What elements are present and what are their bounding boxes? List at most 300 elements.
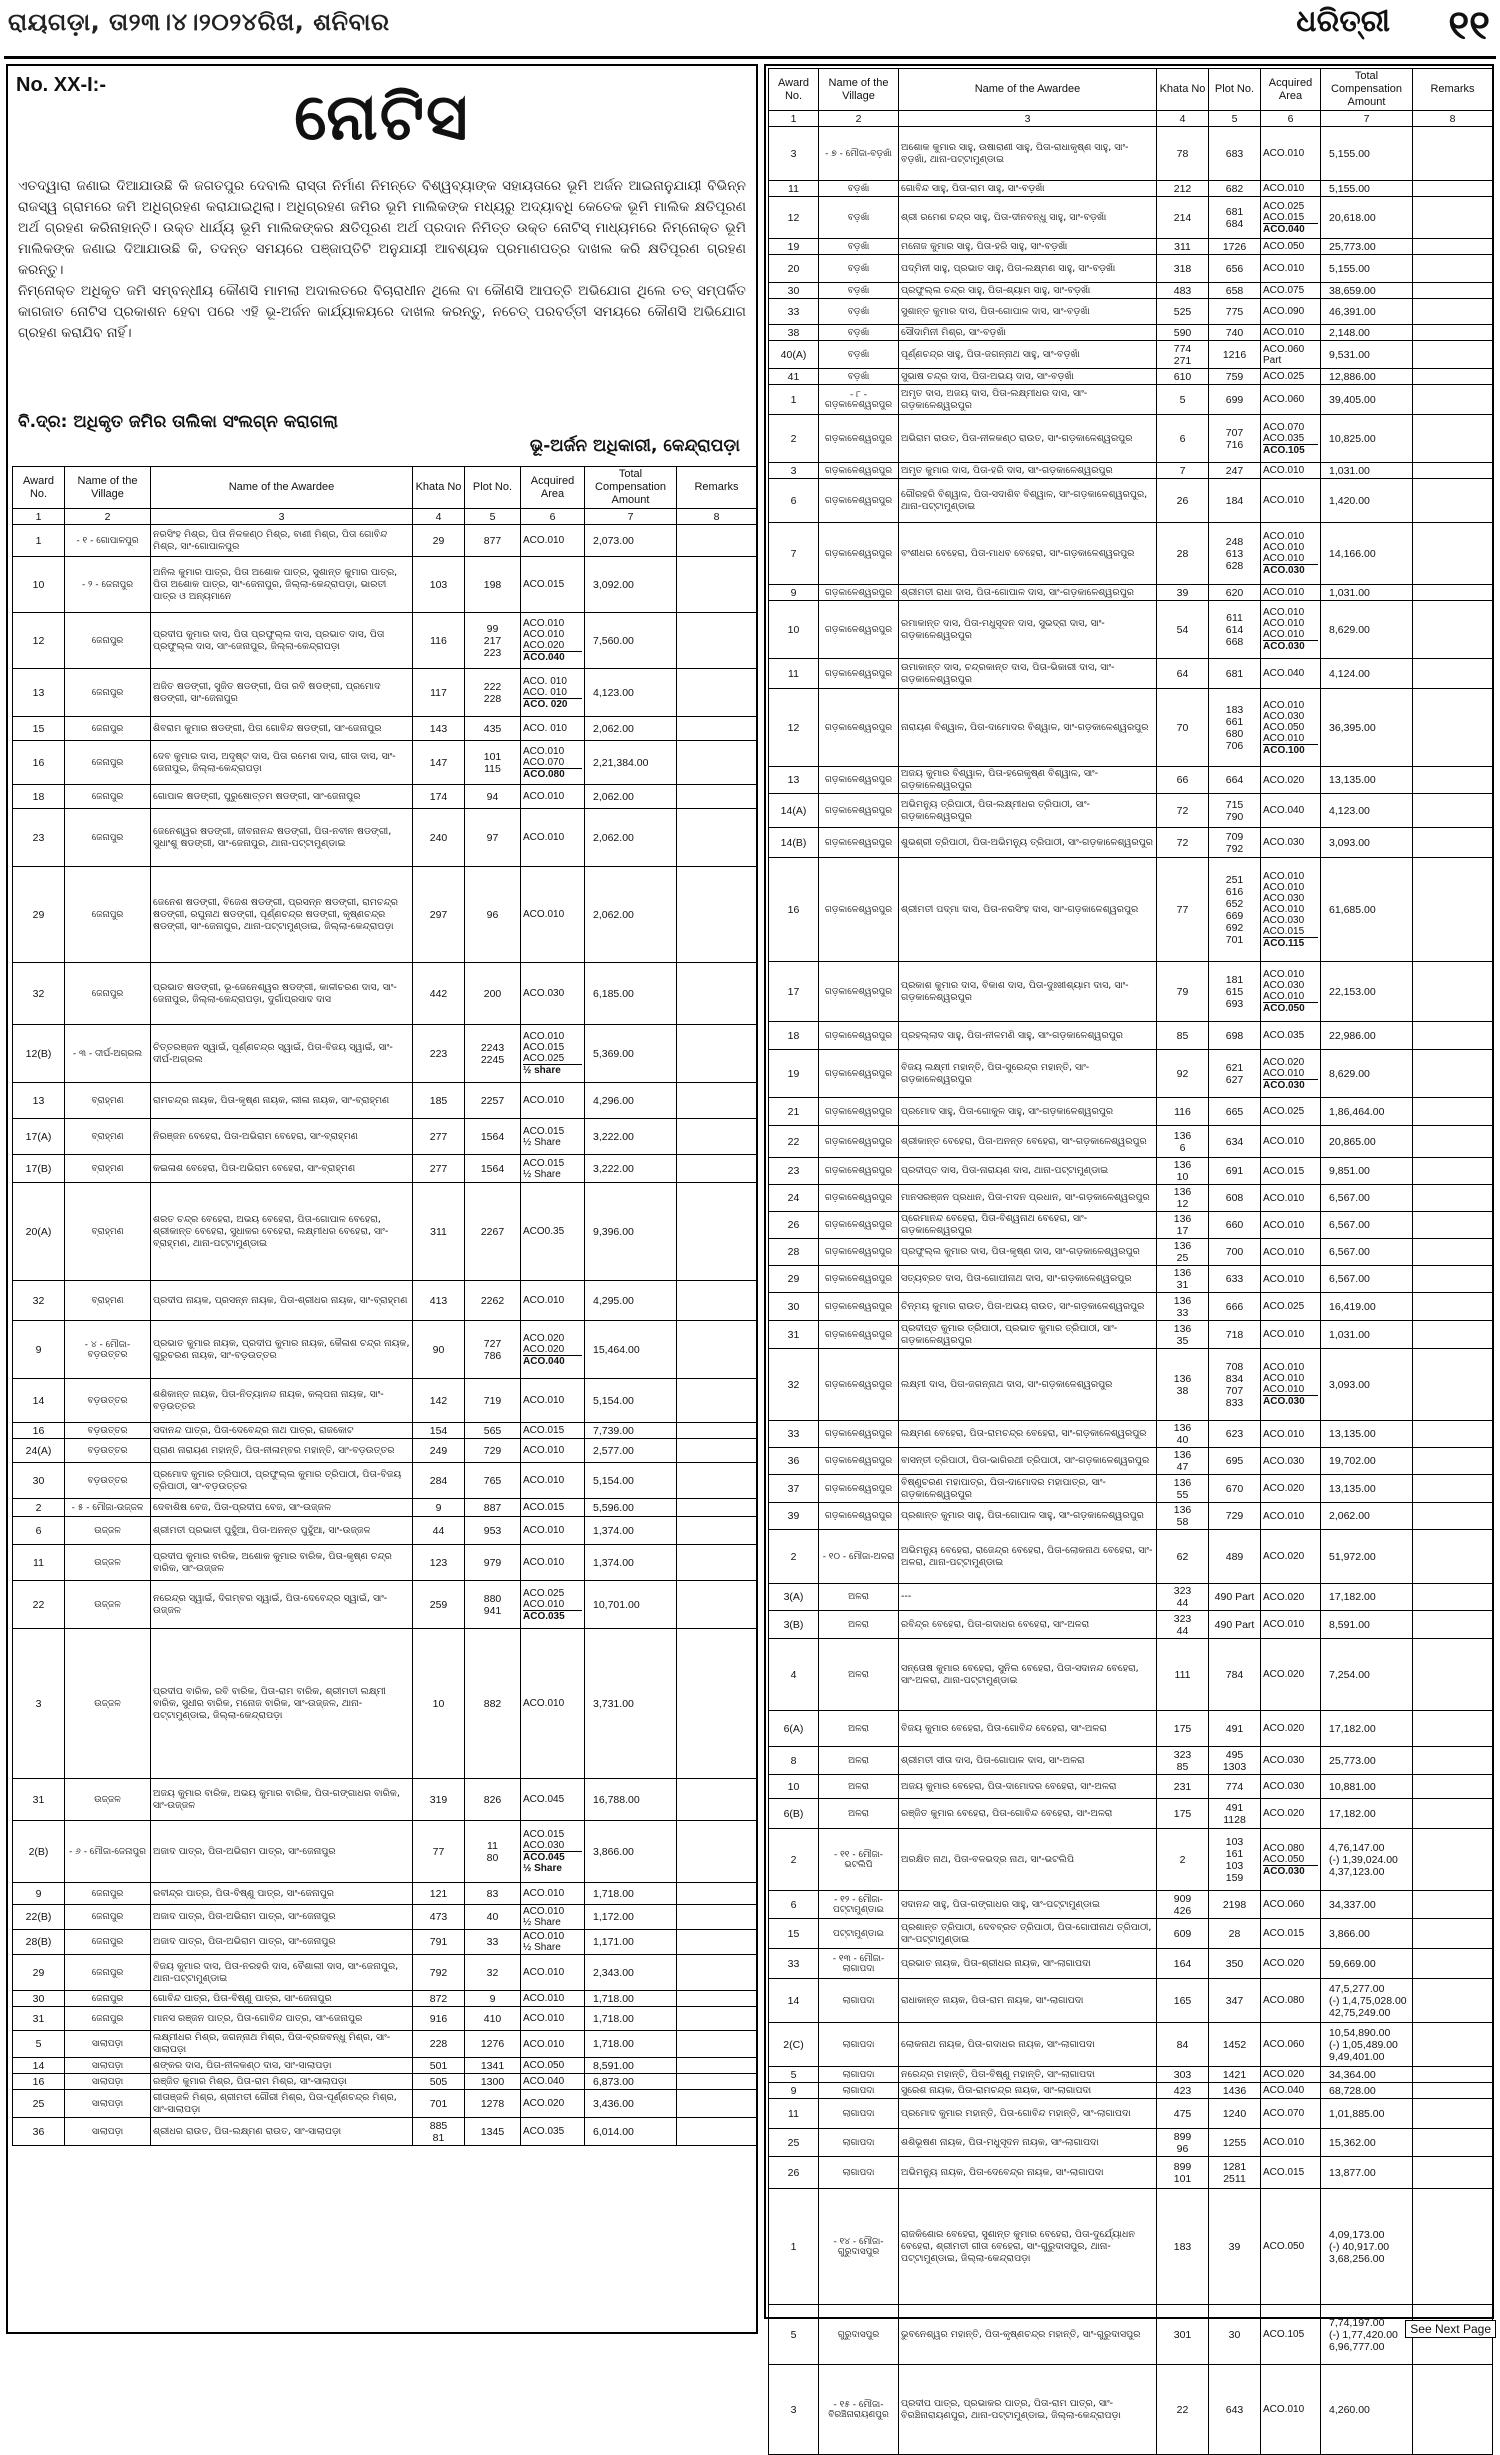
cell-awardee: ସନ୍ତୋଷ କୁମାର ବେହେରା, ସୁନିଲ ବେହେରା, ପିତା-ସଦାନନ୍ଦ ବେହେରା, ସାଂ-ଅଳରା, ଥାନା-ପଟ୍ଟାମୁଣ୍ଡାଇ <box>899 1639 1157 1711</box>
cell-award-no: 36 <box>769 1448 819 1475</box>
cell-plot: 953 <box>465 1517 521 1545</box>
cell-plot: 99 217 223 <box>465 613 521 669</box>
cell-village: ବଡ଼ଉତ୍ତର <box>65 1423 151 1439</box>
area-value: ACO.010 <box>523 1031 565 1042</box>
cell-area <box>1261 2023 1321 2067</box>
cell-khata: 29 <box>413 525 465 557</box>
table-row <box>769 239 1493 255</box>
cell-area <box>521 2118 585 2146</box>
area-value: ACO.015 <box>1263 925 1305 937</box>
cell-area <box>1261 325 1321 341</box>
table-row <box>769 1584 1493 1611</box>
cell-area <box>1261 659 1321 689</box>
column-number: 3 <box>151 509 413 525</box>
table-row <box>769 1239 1493 1266</box>
cell-plot: 96 <box>465 867 521 963</box>
cell-compensation: 13,135.00 <box>1321 1475 1413 1503</box>
cell-awardee: ପୂର୍ଣ୍ଣଚନ୍ଦ୍ର ସାହୁ, ପିତା-ଜଗନ୍ନାଥ ସାହୁ, ସାଂ-ବଡ଼ଖାଁ <box>899 341 1157 369</box>
area-value: ACO.010 <box>1263 1136 1305 1147</box>
cell-area <box>1261 2083 1321 2099</box>
cell-compensation: 3,866.00 <box>585 1821 677 1883</box>
cell-compensation: 3,093.00 <box>1321 1349 1413 1421</box>
area-total: ACO.100 <box>1263 744 1318 756</box>
cell-award-no: 17(A) <box>13 1119 65 1155</box>
table-header-row <box>769 69 1493 111</box>
area-total: ACO.045 <box>523 1851 582 1863</box>
cell-award-no: 25 <box>769 2129 819 2157</box>
cell-khata: 77 <box>1157 858 1209 962</box>
cell-area <box>521 2058 585 2074</box>
area-value: ACO.010 <box>1263 991 1305 1002</box>
area-value: ACO.010 <box>1263 618 1305 629</box>
cell-compensation: 38,659.00 <box>1321 283 1413 299</box>
cell-remarks <box>677 1779 757 1821</box>
cell-award-no: 8 <box>769 1747 819 1775</box>
cell-awardee: ରଞ୍ଜିତ କୁମାର ମିଶ୍ର, ପିତା-ରାମ ମିଶ୍ର, ସାଂ-ସାଲାପଡ଼ା <box>151 2074 413 2090</box>
cell-village: - ୧ - ଗୋପାଳପୁର <box>65 525 151 557</box>
cell-remarks <box>1413 127 1493 181</box>
cell-compensation: 10,54,890.00 (-) 1,05,489.00 9,49,401.00 <box>1321 2023 1413 2067</box>
cell-award-no: 16 <box>13 1423 65 1439</box>
cell-compensation: 3,436.00 <box>585 2090 677 2118</box>
cell-village: ଲାଗାପଦା <box>819 2023 899 2067</box>
cell-khata: 610 <box>1157 369 1209 385</box>
cell-khata: 136 10 <box>1157 1158 1209 1185</box>
cell-area <box>1261 341 1321 369</box>
header-area: Acquired Area <box>1261 69 1321 111</box>
cell-village: ଉଜ୍ଜଳ <box>65 1517 151 1545</box>
see-next-page-label: See Next Page <box>1405 2320 1496 2338</box>
cell-plot: 727 786 <box>465 1321 521 1379</box>
area-value: ACO.050 <box>1263 2241 1305 2252</box>
cell-plot: 882 <box>465 1629 521 1779</box>
cell-plot: 621 627 <box>1209 1050 1261 1098</box>
cell-khata: 413 <box>413 1281 465 1321</box>
area-total: ACO.030 <box>1263 1865 1318 1877</box>
cell-area <box>521 669 585 717</box>
cell-area <box>521 963 585 1025</box>
cell-awardee: ଶ୍ରୀମତୀ ପ୍ରଭାତୀ ପୁହୁଁଆ, ପିତା-ଅନନ୍ତ ପୁହୁଁଆ, ସାଂ-ଉଜ୍ଜଳ <box>151 1517 413 1545</box>
newspaper-logo: ଧରିତ୍ରୀ <box>1296 4 1390 39</box>
cell-compensation: 17,182.00 <box>1321 1799 1413 1829</box>
area-value: ACO.030 <box>1263 837 1305 848</box>
table-row <box>13 1955 757 1991</box>
cell-award-no: 9 <box>13 1883 65 1905</box>
cell-village: ଜେନାପୁର <box>65 717 151 741</box>
table-row <box>13 717 757 741</box>
area-value: ACO.010 <box>523 1445 565 1456</box>
cell-khata: 311 <box>1157 239 1209 255</box>
cell-khata: 26 <box>1157 479 1209 523</box>
header-village: Name of the Village <box>819 69 899 111</box>
cell-compensation: 1,031.00 <box>1321 585 1413 601</box>
table-row <box>13 1821 757 1883</box>
cell-compensation: 51,972.00 <box>1321 1530 1413 1584</box>
cell-area <box>1261 767 1321 794</box>
cell-remarks <box>677 557 757 613</box>
cell-area <box>521 1629 585 1779</box>
cell-compensation: 2,21,384.00 <box>585 741 677 785</box>
cell-awardee: ଚିନ୍ମୟ କୁମାର ରାଉତ, ପିତା-ଅଭୟ ରାଉତ, ସାଂ-ଗଡ଼କାଳେଶ୍ୱରପୁର <box>899 1293 1157 1321</box>
cell-remarks <box>1413 1448 1493 1475</box>
header-compensation: Total Compensation Amount <box>585 467 677 509</box>
cell-award-no: 11 <box>769 2099 819 2129</box>
area-value: ACO.075 <box>1263 285 1305 296</box>
table-row <box>769 1891 1493 1919</box>
area-value: ACO.010 <box>1263 495 1305 506</box>
cell-award-no: 25 <box>13 2090 65 2118</box>
cell-area <box>1261 2189 1321 2305</box>
cell-remarks <box>677 785 757 809</box>
table-row <box>13 1025 757 1083</box>
area-value: ACO.020 <box>523 2098 565 2109</box>
cell-compensation: 13,135.00 <box>1321 1421 1413 1448</box>
cell-compensation: 36,395.00 <box>1321 689 1413 767</box>
cell-compensation: 12,886.00 <box>1321 369 1413 385</box>
cell-village: ଅଳରା <box>819 1639 899 1711</box>
cell-remarks <box>1413 1185 1493 1212</box>
cell-award-no: 3 <box>769 463 819 479</box>
cell-awardee: ଅରକ୍ଷିତ ନାଥ, ପିତା-ବଳଭଦ୍ର ନାଥ, ସାଂ-ଭଟଲିପି <box>899 1829 1157 1891</box>
cell-compensation: 17,182.00 <box>1321 1711 1413 1747</box>
table-row <box>769 463 1493 479</box>
cell-khata: 185 <box>413 1083 465 1119</box>
cell-plot: 775 <box>1209 299 1261 325</box>
cell-plot: 718 <box>1209 1321 1261 1349</box>
cell-plot: 435 <box>465 717 521 741</box>
area-value: ACO.010 <box>1263 1246 1305 1258</box>
cell-remarks <box>1413 239 1493 255</box>
cell-compensation: 7,560.00 <box>585 613 677 669</box>
area-value: ACO.010 <box>1263 553 1305 564</box>
cell-khata: 277 <box>413 1119 465 1155</box>
masthead-location-date: ରାୟଗଡ଼ା, ତା୨୩।୪।୨୦୨୪ରିଖ, ଶନିବାର <box>8 8 390 36</box>
cell-award-no: 40(A) <box>769 341 819 369</box>
cell-khata: 774 271 <box>1157 341 1209 369</box>
area-value: ACO.015 <box>523 1502 565 1513</box>
cell-awardee: ସଦାନନ୍ଦ ପାତ୍ର, ପିତା-ଦେବେନ୍ଦ୍ର ନାଥ ପାତ୍ର, ରାଜକୋଟ <box>151 1423 413 1439</box>
cell-plot: 101 115 <box>465 741 521 785</box>
cell-compensation: 20,865.00 <box>1321 1126 1413 1158</box>
cell-plot: 489 <box>1209 1530 1261 1584</box>
cell-remarks <box>677 1119 757 1155</box>
area-value: ACO.010 <box>523 1931 565 1942</box>
cell-remarks <box>1413 2365 1493 2455</box>
cell-plot: 700 <box>1209 1239 1261 1266</box>
cell-khata: 175 <box>1157 1799 1209 1829</box>
cell-compensation: 6,567.00 <box>1321 1239 1413 1266</box>
table-row <box>13 2090 757 2118</box>
area-value: ACO.020 <box>523 640 565 651</box>
cell-awardee: ପ୍ରଭାତ କୁମାର ନାୟକ, ପ୍ରଦୀପ କୁମାର ନାୟକ, କୈଳାଶ ଚନ୍ଦ୍ର ନାୟକ, ଗୁରୁଚରଣ ନାୟକ, ସାଂ-ବଡ଼ଉତ୍ତର <box>151 1321 413 1379</box>
cell-area <box>1261 1239 1321 1266</box>
table-row <box>769 1949 1493 1979</box>
cell-award-no: 22(B) <box>13 1905 65 1930</box>
cell-remarks <box>1413 2189 1493 2305</box>
masthead-divider <box>4 56 1496 59</box>
cell-awardee: ଶରତ ଚନ୍ଦ୍ର ବେହେରା, ଅଭୟ ବେହେରା, ପିତା-ଗୋପାଳ ବେହେରା, ଶ୍ରୀକାନ୍ତ ବେହେରା, ସୁଧାକର ବେହେରା, ଲକ୍ଷ୍ମୀଧର ବେହେରା, ସାଂ-ବ୍ରାହ୍ମଣ, ଥାନା-ପଟ୍ଟାମୁଣ୍ଡାଇ <box>151 1183 413 1281</box>
cell-award-no: 41 <box>769 369 819 385</box>
cell-khata: 28 <box>1157 523 1209 585</box>
cell-khata: 136 40 <box>1157 1421 1209 1448</box>
cell-village: ଅଳରା <box>819 1611 899 1639</box>
cell-village: ଜେନାପୁର <box>65 1955 151 1991</box>
table-row <box>769 2099 1493 2129</box>
cell-award-no: 14 <box>769 1979 819 2023</box>
area-value: ACO.015 <box>1263 2167 1305 2178</box>
table-row <box>769 1611 1493 1639</box>
cell-remarks <box>677 2058 757 2074</box>
cell-plot: 9 <box>465 1991 521 2007</box>
cell-compensation: 2,073.00 <box>585 525 677 557</box>
cell-khata: 872 <box>413 1991 465 2007</box>
cell-plot: 491 1128 <box>1209 1799 1261 1829</box>
cell-awardee: ଦେବ କୁମାର ଦାସ, ଅଦୃଷ୍ଟ ଦାସ, ପିତା ରମେଶ ଦାସ, ଗୀତା ଦାସ, ସାଂ-ଜେନାପୁର, ଜିଲ୍ଲା-କେନ୍ଦ୍ରାପଡ଼ା <box>151 741 413 785</box>
cell-compensation: 3,731.00 <box>585 1629 677 1779</box>
area-total: ACO.030 <box>1263 564 1318 576</box>
cell-area <box>521 1183 585 1281</box>
cell-compensation: 25,773.00 <box>1321 1747 1413 1775</box>
cell-compensation: 5,596.00 <box>585 1499 677 1517</box>
cell-award-no: 28 <box>769 1239 819 1266</box>
area-value: ACO.015 <box>1263 1165 1305 1177</box>
cell-award-no: 30 <box>769 1293 819 1321</box>
cell-khata: 899 96 <box>1157 2129 1209 2157</box>
cell-awardee: ଜେନେଶ ଷଡଙ୍ଗୀ, ବିଜେଶ ଷଡଙ୍ଗୀ, ପ୍ରସନ୍ନ ଷଡଙ୍ଗୀ, ରାମଚନ୍ଦ୍ର ଷଡଙ୍ଗୀ, ରଘୁନାଥ ଷଡଙ୍ଗୀ, ପୂର୍ଣ୍ଣଚନ୍ଦ୍ର ଷଡଙ୍ଗୀ, କୃଷ୍ଣଚନ୍ଦ୍ର ଷଡଙ୍ଗୀ, ସାଂ-ଜେନାପୁର, ଥାନା-ପଟ୍ଟାମୁଣ୍ଡାଇ, ଜିଲ୍ଲା-କେନ୍ଦ୍ରାପଡ଼ା <box>151 867 413 963</box>
column-number: 3 <box>899 111 1157 127</box>
cell-khata: 136 6 <box>1157 1126 1209 1158</box>
cell-awardee: ଅଭିମନ୍ୟୁ ନାୟକ, ପିତା-ଦେବେନ୍ଦ୍ର ନାୟକ, ସାଂ-ଲାଗାପଦା <box>899 2157 1157 2189</box>
cell-khata: 701 <box>413 2090 465 2118</box>
cell-award-no: 10 <box>13 557 65 613</box>
cell-compensation: 16,419.00 <box>1321 1293 1413 1321</box>
area-value: ACO.010 <box>523 1295 565 1306</box>
table-row <box>13 1281 757 1321</box>
area-value: ACO.030 <box>523 1840 565 1851</box>
cell-remarks <box>1413 197 1493 239</box>
cell-area <box>1261 1266 1321 1293</box>
area-value: ACO.050 <box>1263 721 1305 733</box>
cell-compensation: 3,092.00 <box>585 557 677 613</box>
column-number: 7 <box>1321 111 1413 127</box>
cell-village: ଗଡ଼କାଳେଶ୍ୱରପୁର <box>819 479 899 523</box>
table-row <box>13 809 757 867</box>
cell-remarks <box>677 1281 757 1321</box>
table-row <box>769 197 1493 239</box>
cell-award-no: 14 <box>13 1379 65 1423</box>
cell-plot: 495 1303 <box>1209 1747 1261 1775</box>
area-value: ACO.015 <box>523 1125 565 1137</box>
area-value: ACO.015 <box>523 1425 565 1436</box>
cell-khata: 259 <box>413 1581 465 1629</box>
area-total: ACO.080 <box>523 768 582 780</box>
cell-khata: 22 <box>1157 2365 1209 2455</box>
cell-compensation: 59,669.00 <box>1321 1949 1413 1979</box>
cell-khata: 6 <box>1157 415 1209 463</box>
area-value: ACO.060 <box>1263 343 1305 355</box>
cell-khata: 116 <box>1157 1098 1209 1126</box>
cell-plot: 708 834 707 833 <box>1209 1349 1261 1421</box>
table-row <box>13 1545 757 1581</box>
cell-village: - ୩ - ଦୀର୍ଘ-ଅଗ୍ରଲ <box>65 1025 151 1083</box>
cell-village: ଗଡ଼କାଳେଶ୍ୱରପୁର <box>819 1239 899 1266</box>
cell-awardee: ରବିନ୍ଦ୍ର ବେହେରା, ପିତା-ଗଦାଧର ବେହେରା, ସାଂ-ଅଳରା <box>899 1611 1157 1639</box>
table-row <box>769 255 1493 283</box>
area-value: ACO.015 <box>1263 1928 1305 1939</box>
right-table-body <box>769 127 1493 2455</box>
cell-khata: 590 <box>1157 325 1209 341</box>
cell-khata: 136 35 <box>1157 1321 1209 1349</box>
cell-village: ଉଜ୍ଜଳ <box>65 1779 151 1821</box>
cell-awardee: ବିଷ୍ଣୁଚରଣ ମହାପାତ୍ର, ପିତା-ଦାମୋଦର ମହାପାତ୍ର, ସାଂ-ଗଡ଼କାଳେଶ୍ୱରପୁର <box>899 1475 1157 1503</box>
cell-plot: 683 <box>1209 127 1261 181</box>
cell-khata: 303 <box>1157 2067 1209 2083</box>
cell-compensation: 6,567.00 <box>1321 1266 1413 1293</box>
cell-area <box>1261 2129 1321 2157</box>
cell-remarks <box>677 525 757 557</box>
cell-plot: 634 <box>1209 1126 1261 1158</box>
cell-compensation: 2,062.00 <box>585 717 677 741</box>
cell-area <box>1261 1949 1321 1979</box>
cell-award-no: 12 <box>769 197 819 239</box>
area-value: ACO.010 <box>1263 1273 1305 1285</box>
cell-khata: 473 <box>413 1905 465 1930</box>
cell-area <box>521 1119 585 1155</box>
cell-area <box>1261 858 1321 962</box>
cell-awardee: ସଦାନନ୍ଦ ସାହୁ, ପିତା-ଗଙ୍ଗାଧର ସାହୁ, ସାଂ-ପଟ୍ଟାମୁଣ୍ଡାଇ <box>899 1891 1157 1919</box>
cell-khata: 154 <box>413 1423 465 1439</box>
cell-khata: 240 <box>413 809 465 867</box>
table-row <box>769 1050 1493 1098</box>
cell-village: ବଡ଼ଖାଁ <box>819 283 899 299</box>
area-value: ACO.025 <box>1263 1106 1305 1117</box>
cell-award-no: 23 <box>13 809 65 867</box>
cell-remarks <box>1413 181 1493 197</box>
cell-plot: 611 614 668 <box>1209 601 1261 659</box>
table-row <box>769 1212 1493 1239</box>
cell-area <box>1261 1891 1321 1919</box>
cell-village: ଗଡ଼କାଳେଶ୍ୱରପୁର <box>819 601 899 659</box>
area-value: ACO.070 <box>1263 421 1305 433</box>
cell-remarks <box>677 1439 757 1463</box>
cell-awardee: ପ୍ରଦୀପ ପାତ୍ର, ପ୍ରଭାକର ପାତ୍ର, ପିତା-ରାମ ପାତ୍ର, ସାଂ-ବିରଞ୍ଚିନାରାୟଣପୁର, ଥାନା-ପଟ୍ଟାମୁଣ୍ଡାଇ, ଜିଲ୍ଲା-କେନ୍ଦ୍ରାପଡ଼ା <box>899 2365 1157 2455</box>
cell-khata: 123 <box>413 1545 465 1581</box>
area-value: ACO.010 <box>1263 629 1305 640</box>
cell-compensation: 34,364.00 <box>1321 2067 1413 2083</box>
cell-area <box>521 741 585 785</box>
area-value: ACO.070 <box>1263 2108 1305 2119</box>
column-number: 4 <box>413 509 465 525</box>
cell-area <box>521 1930 585 1955</box>
cell-compensation: 4,295.00 <box>585 1281 677 1321</box>
table-row <box>13 2118 757 2146</box>
cell-compensation: 1,01,885.00 <box>1321 2099 1413 2129</box>
cell-award-no: 1 <box>769 385 819 415</box>
cell-khata: 142 <box>413 1379 465 1423</box>
cell-award-no: 31 <box>13 1779 65 1821</box>
table-row <box>769 523 1493 585</box>
table-row <box>13 1155 757 1183</box>
cell-award-no: 1 <box>13 525 65 557</box>
cell-awardee: ଗୀତାଞ୍ଜଳି ମିଶ୍ର, ଶ୍ରୀମତୀ ଗୌରୀ ମିଶ୍ର, ପିତା-ପୂର୍ଣ୍ଣଚନ୍ଦ୍ର ମିଶ୍ର, ସାଂ-ସାଲାପଡ଼ା <box>151 2090 413 2118</box>
cell-award-no: 2 <box>769 415 819 463</box>
cell-award-no: 3 <box>769 2365 819 2455</box>
cell-awardee: ଗୋବିନ୍ଦ ସାହୁ, ପିତା-ରାମ ସାହୁ, ସାଂ-ବଡ଼ଖାଁ <box>899 181 1157 197</box>
cell-compensation: 2,343.00 <box>585 1955 677 1991</box>
cell-award-no: 13 <box>13 669 65 717</box>
area-value: ACO.030 <box>1263 914 1305 926</box>
area-value: ACO.020 <box>1263 1808 1305 1819</box>
cell-remarks <box>1413 689 1493 767</box>
cell-area <box>1261 1611 1321 1639</box>
cell-compensation: 8,629.00 <box>1321 1050 1413 1098</box>
cell-awardee: ପ୍ରଶାନ୍ତ ତ୍ରିପାଠୀ, ଦେବବ୍ରତ ତ୍ରିପାଠୀ, ପିତା-ଗୋପୀନାଥ ତ୍ରିପାଠୀ, ସାଂ-ପଟ୍ଟାମୁଣ୍ଡାଇ <box>899 1919 1157 1949</box>
cell-compensation: 1,718.00 <box>585 1991 677 2007</box>
cell-area <box>521 785 585 809</box>
cell-khata: 10 <box>413 1629 465 1779</box>
cell-remarks <box>677 1183 757 1281</box>
cell-khata: 442 <box>413 963 465 1025</box>
area-value: ACO.010 <box>1263 1329 1305 1340</box>
cell-awardee: ସୁରେଶ ନାୟକ, ପିତା-ରାମଚନ୍ଦ୍ର ନାୟକ, ସାଂ-ଲାଗାପଦା <box>899 2083 1157 2099</box>
table-row <box>769 1775 1493 1799</box>
cell-plot: 664 <box>1209 767 1261 794</box>
cell-remarks <box>1413 1098 1493 1126</box>
cell-plot: 1564 <box>465 1155 521 1183</box>
cell-village: ଗଡ଼କାଳେଶ୍ୱରପୁର <box>819 858 899 962</box>
table-row <box>769 2189 1493 2305</box>
column-number: 6 <box>521 509 585 525</box>
notice-body <box>18 176 746 344</box>
cell-award-no: 19 <box>769 1050 819 1098</box>
table-row <box>13 1517 757 1545</box>
cell-village: ଜେନାପୁର <box>65 613 151 669</box>
cell-khata: 136 38 <box>1157 1349 1209 1421</box>
cell-area <box>521 1779 585 1821</box>
cell-awardee: ରଞ୍ଜିତ କୁମାର ବେହେରା, ପିତା-ଗୋବିନ୍ଦ ବେହେରା, ସାଂ-ଅଳରା <box>899 1799 1157 1829</box>
cell-award-no: 4 <box>769 1639 819 1711</box>
cell-awardee: ସୁଶାନ୍ତ କୁମାର ଦାସ, ପିତା-ଗୋପାଳ ଦାସ, ସାଂ-ବଡ଼ଖାଁ <box>899 299 1157 325</box>
area-value: ACO.010 <box>1263 2404 1305 2415</box>
table-row <box>13 785 757 809</box>
header-award-no: Award No. <box>769 69 819 111</box>
cell-awardee: ଅଜୟ କୁମାର ବେହେରା, ପିତା-ଦାମୋଦର ବେହେରା, ସାଂ-ଅଳରା <box>899 1775 1157 1799</box>
cell-award-no: 14(B) <box>769 828 819 858</box>
cell-area <box>1261 1050 1321 1098</box>
cell-plot: 784 <box>1209 1639 1261 1711</box>
cell-khata: 62 <box>1157 1530 1209 1584</box>
cell-plot: 565 <box>465 1423 521 1439</box>
cell-plot: 1341 <box>465 2058 521 2074</box>
cell-award-no: 24(A) <box>13 1439 65 1463</box>
cell-compensation: 1,718.00 <box>585 1883 677 1905</box>
area-value: ACO.010 <box>523 618 565 629</box>
cell-plot: 1216 <box>1209 341 1261 369</box>
cell-award-no: 3(A) <box>769 1584 819 1611</box>
table-row <box>769 1475 1493 1503</box>
area-value: ACO.020 <box>1263 2069 1305 2080</box>
table-row <box>769 585 1493 601</box>
table-row <box>769 1448 1493 1475</box>
cell-plot: 709 792 <box>1209 828 1261 858</box>
cell-award-no: 31 <box>13 2007 65 2031</box>
cell-plot: 28 <box>1209 1919 1261 1949</box>
cell-plot: 979 <box>465 1545 521 1581</box>
area-total: ACO.030 <box>1263 1079 1318 1091</box>
cell-plot: 681 684 <box>1209 197 1261 239</box>
cell-award-no: 5 <box>769 2305 819 2365</box>
cell-awardee: ରାଜକିଶୋର ବେହେରା, ସୁଶାନ୍ତ କୁମାର ବେହେରା, ପିତା-ଦୁର୍ଯ୍ୟୋଧନ ବେହେରା, ଶ୍ରୀମତୀ ଗୀତା ବେହେରା, ସାଂ-ଗୁରୁଦାସପୁର, ଥାନା-ପଟ୍ଟାମୁଣ୍ଡାଇ, ଜିଲ୍ଲା-କେନ୍ଦ୍ରାପଡ଼ା <box>899 2189 1157 2305</box>
